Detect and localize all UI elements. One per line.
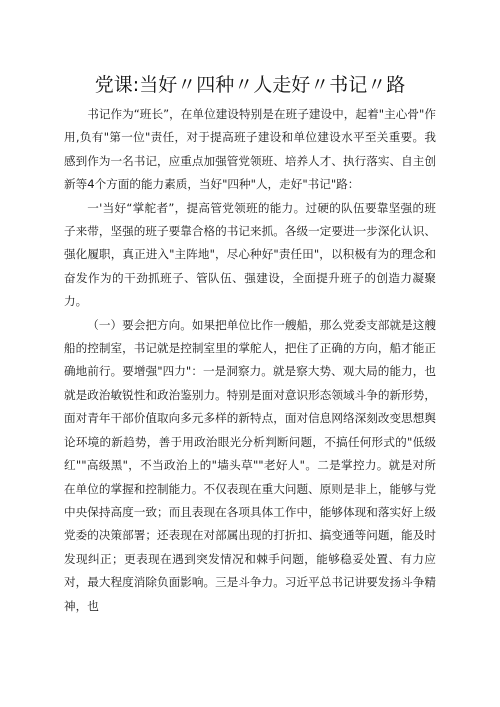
document-title: 党课:当好〃四种〃人走好〃书记〃路 (94, 74, 406, 96)
document-body (64, 103, 436, 618)
paragraph-subsection-one: （一）要会把方向。如果把单位比作一艘船，那么党委支部就是这艘船的控制室，书记就是控制室里的掌舵人，把住了正确的方向，船才能正确地前行。要增强"四力"：一是洞察力。就是察大势、观大局的能力，也就是政治敏锐性和政治鉴别力。特别是面对意识形态领域斗争的新形势，面对青年干部价值取向多元多样的新特点，面对信息网络深刻改变思想舆论环境的新趋势，善于用政治眼光分析判断问题，不搞任何形式的"低级红""高级黑"，不当政治上的"墙头草""老好人"。二是掌控力。就是对所在单位的掌握和控制能力。不仅表现在重大问题、原则是非上，能够与党中央保持高度一致；而且表现在各项具体工作中，能够体现和落实好上级党委的决策部署；还表现在对部属出现的打折扣、搞变通等问题，能及时发现纠正；更表现在遇到突发情况和棘手问题，能够稳妥处置、有力应对，最大程度消除负面影响。三是斗争力。习近平总书记讲要发扬斗争精神，也 (64, 317, 436, 613)
paragraph-intro: 书记作为“班长”，在单位建设特别是在班子建设中，起着"主心骨"作用,负有"第一位"责任，对于提高班子建设和单位建设水平至关重要。我感到作为一名书记，应重点加强管党领班、培养人才、执行落实、自主创新等4个方面的能力素质，当好"四种"人，走好"书记"路： (64, 107, 436, 192)
paragraph-section-one: 一'当好“掌舵者”，提高管党领班的能力。过硬的队伍要靠坚强的班子来带，坚强的班子要靠合格的书记来抓。各级一定要进一步深化认识、强化履职，真正进入"主阵地"，尽心种好"责任田"，以积极有为的理念和奋发作为的干劲抓班子、管队伍、强建设，全面提升班子的创造力凝聚力。 (64, 200, 436, 309)
